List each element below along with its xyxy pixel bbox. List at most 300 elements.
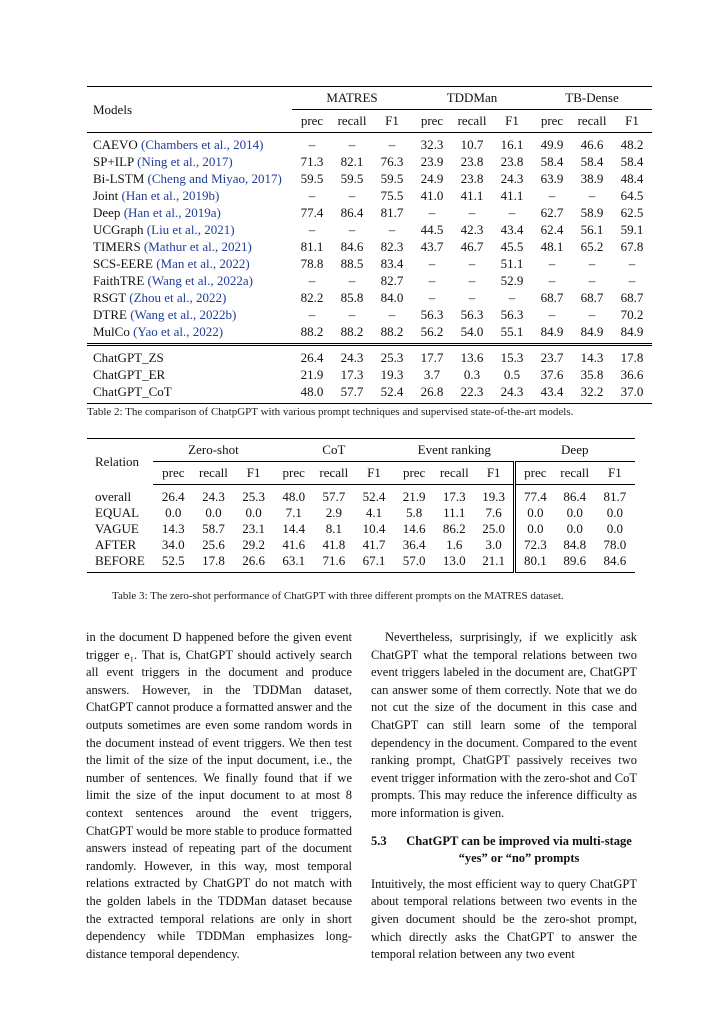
value-cell: 7.6 (485, 505, 502, 520)
group-matres: MATRES (292, 87, 412, 110)
value-cell: 4.1 (365, 505, 383, 520)
value-cell: 42.3 (460, 221, 484, 237)
right-paragraph-1: Nevertheless, surprisingly, if we explicitly ask ChatGPT what the temporal relations between two event triggers labeled in the document are, ChatGPT can answer some of them correctly. Note that we do not cut the size of the document in this case and ChatGPT can still learn some of the temporal dependency in the document. Compared to the event ranking prompt, ChatGPT passively receives two event trigger information with the zero-shot and CoT prompts. This may reduce the inference difficulty as more information is given. (371, 630, 637, 820)
model-citation: (Mathur et al., 2021) (143, 238, 252, 254)
model-cell (87, 289, 292, 306)
table-row (87, 153, 652, 170)
value-cell: 68.7 (580, 289, 604, 305)
table-row (87, 485, 635, 506)
value-cell: 58.7 (202, 521, 225, 536)
model-cell (87, 170, 292, 187)
value-cell: 0.0 (515, 505, 555, 521)
metric-header-prec: prec (153, 462, 193, 485)
value-cell: 86.4 (340, 204, 364, 220)
value-cell: 81.7 (603, 489, 627, 504)
value-cell: 0.0 (606, 521, 624, 536)
value-cell: 84.6 (340, 238, 364, 254)
value-cell: 84.9 (580, 323, 604, 339)
value-cell: 0.0 (245, 505, 262, 520)
value-cell: – (588, 272, 596, 288)
value-cell: – (348, 306, 356, 322)
right-paragraph-2: Intuitively, the most efficient way to query ChatGPT about temporal relations between two events in the given document should be the zero-shot prompt, which directly asks the ChatGPT to answer the temporal relation between any two event (371, 876, 637, 962)
metric-header-recall: recall (434, 462, 474, 485)
relation-header: Relation (87, 439, 153, 485)
table-row (87, 187, 652, 204)
value-cell: 23.8 (460, 153, 484, 169)
value-cell: – (308, 272, 316, 288)
value-cell: 26.6 (234, 553, 274, 573)
model-name: Deep (93, 204, 121, 220)
metric-header-recall: recall (572, 110, 612, 133)
value-cell: 0.0 (606, 505, 624, 520)
value-cell: 24.3 (500, 170, 524, 186)
model-name: ChatGPT_ZS (87, 345, 292, 367)
value-cell: 48.0 (292, 383, 332, 404)
value-cell: 59.5 (300, 170, 324, 186)
model-name: Joint (93, 187, 119, 203)
metric-header-F1: F1 (474, 462, 514, 485)
table-row (87, 553, 635, 573)
metric-header-F1: F1 (372, 110, 412, 133)
model-cell (87, 306, 292, 323)
value-cell: 80.1 (515, 553, 555, 573)
value-cell: 0.3 (463, 366, 481, 382)
value-cell: – (548, 187, 556, 203)
value-cell: 88.5 (340, 255, 364, 271)
section-number: 5.3 (371, 833, 387, 848)
value-cell: 13.0 (434, 553, 474, 573)
value-cell: 24.3 (332, 345, 372, 367)
group-tbdense: TB-Dense (532, 87, 652, 110)
value-cell: 8.1 (325, 521, 342, 536)
table-row (87, 133, 652, 154)
value-cell: 58.9 (580, 204, 604, 220)
value-cell: 41.1 (500, 187, 524, 203)
value-cell: 21.1 (474, 553, 514, 573)
value-cell: 23.8 (460, 170, 484, 186)
model-name: Bi-LSTM (93, 170, 145, 186)
value-cell: 23.1 (242, 521, 265, 536)
value-cell: 54.0 (460, 323, 484, 339)
value-cell: 43.4 (532, 383, 572, 404)
value-cell: 24.3 (492, 383, 532, 404)
value-cell: – (388, 136, 396, 152)
value-cell: 5.8 (406, 505, 423, 520)
value-cell: 85.8 (340, 289, 364, 305)
value-cell: – (468, 255, 476, 271)
table-2-caption: Table 2: The comparison of ChatpGPT with various prompt techniques and supervised state-of-the-art models. (87, 406, 574, 418)
value-cell: 45.5 (500, 238, 524, 254)
value-cell: 25.0 (482, 521, 506, 536)
table-row (87, 521, 635, 537)
table-3 (87, 438, 635, 573)
value-cell: 82.2 (300, 289, 324, 305)
value-cell: 84.9 (620, 323, 644, 339)
value-cell: – (628, 272, 636, 288)
value-cell: 26.8 (412, 383, 452, 404)
metric-header-prec: prec (274, 462, 314, 485)
table-row (87, 289, 652, 306)
value-cell: – (468, 289, 476, 305)
model-cell (87, 133, 292, 154)
relation-name: BEFORE (87, 553, 153, 573)
value-cell: 36.4 (402, 537, 426, 552)
metric-header-recall: recall (555, 462, 595, 485)
model-citation: (Ning et al., 2017) (137, 153, 233, 169)
value-cell: 88.2 (340, 323, 364, 339)
value-cell: 62.5 (620, 204, 644, 220)
value-cell: 68.7 (620, 289, 644, 305)
metric-header-prec: prec (412, 110, 452, 133)
value-cell: 17.7 (412, 345, 452, 367)
value-cell: 51.1 (500, 255, 524, 271)
value-cell: 13.6 (452, 345, 492, 367)
value-cell: 36.6 (620, 366, 644, 382)
value-cell: 7.1 (285, 505, 302, 520)
value-cell: 14.4 (282, 521, 306, 536)
model-name: TIMERS (93, 238, 141, 254)
relation-name: EQUAL (95, 505, 140, 520)
model-name: SP+ILP (93, 153, 134, 169)
value-cell: – (308, 221, 316, 237)
value-cell: 84.9 (540, 323, 564, 339)
table-row (87, 255, 652, 272)
table-row (87, 505, 635, 521)
metric-header-F1: F1 (234, 462, 274, 485)
value-cell: 56.3 (420, 306, 444, 322)
value-cell: – (388, 306, 396, 322)
value-cell: 57.7 (332, 383, 372, 404)
value-cell: 48.1 (540, 238, 564, 254)
value-cell: 81.1 (300, 238, 324, 254)
value-cell: – (428, 204, 436, 220)
value-cell: 56.1 (580, 221, 604, 237)
model-citation: (Wang et al., 2022b) (130, 306, 237, 322)
model-name: DTRE (93, 306, 127, 322)
value-cell: 11.1 (443, 505, 466, 520)
table-row (87, 345, 652, 367)
relation-name: overall (95, 488, 132, 504)
model-citation: (Zhou et al., 2022) (129, 289, 227, 305)
value-cell: – (588, 255, 596, 271)
table-row (87, 323, 652, 345)
model-name: SCS-EERE (93, 255, 153, 271)
value-cell: 25.3 (242, 489, 265, 504)
table-row (87, 170, 652, 187)
value-cell: 75.5 (380, 187, 404, 203)
value-cell: 41.6 (282, 537, 306, 552)
value-cell: 56.2 (420, 323, 444, 339)
value-cell: 57.7 (322, 489, 346, 504)
value-cell: – (588, 187, 596, 203)
value-cell: 14.6 (402, 521, 426, 536)
table-row (87, 537, 635, 553)
model-cell (87, 323, 292, 345)
model-name: RSGT (93, 289, 126, 305)
table-3-caption: Table 3: The zero-shot performance of ChatGPT with three different prompts on the MATRES dataset. (112, 590, 564, 602)
value-cell: 48.0 (282, 489, 306, 504)
relation-name: VAGUE (95, 521, 139, 536)
value-cell: 24.9 (420, 170, 444, 186)
value-cell: 3.7 (423, 366, 441, 382)
value-cell: – (388, 221, 396, 237)
metric-header-prec: prec (292, 110, 332, 133)
value-cell: 88.2 (300, 323, 324, 339)
value-cell: 81.7 (380, 204, 404, 220)
value-cell: 59.5 (340, 170, 364, 186)
value-cell: – (508, 289, 516, 305)
model-cell (87, 204, 292, 221)
value-cell: 52.9 (500, 272, 524, 288)
value-cell: 32.3 (420, 136, 444, 152)
value-cell: 26.4 (161, 489, 185, 504)
model-citation: (Chambers et al., 2014) (141, 136, 264, 152)
value-cell: 83.4 (380, 255, 404, 271)
value-cell: – (548, 255, 556, 271)
value-cell: 58.4 (620, 153, 644, 169)
value-cell: 0.0 (205, 505, 222, 520)
value-cell: – (348, 221, 356, 237)
value-cell: – (308, 187, 316, 203)
metric-header-F1: F1 (354, 462, 394, 485)
metric-header-recall: recall (452, 110, 492, 133)
value-cell: 26.4 (292, 345, 332, 367)
value-cell: 55.1 (500, 323, 524, 339)
value-cell: 41.8 (322, 537, 346, 552)
value-cell: 64.5 (620, 187, 644, 203)
value-cell: 63.9 (540, 170, 564, 186)
value-cell: – (588, 306, 596, 322)
model-citation: (Liu et al., 2021) (146, 221, 235, 237)
value-cell: 41.7 (362, 537, 386, 552)
value-cell: 62.7 (540, 204, 564, 220)
value-cell: 71.6 (314, 553, 354, 573)
value-cell: 88.2 (380, 323, 404, 339)
group-event-ranking: Event ranking (394, 439, 514, 462)
section-title: ChatGPT can be improved via multi-stage “yes” or “no” prompts (406, 833, 632, 866)
value-cell: 41.1 (460, 187, 484, 203)
value-cell: 0.0 (566, 505, 583, 520)
value-cell: 68.7 (540, 289, 564, 305)
model-citation: (Han et al., 2019a) (123, 204, 221, 220)
model-cell (87, 272, 292, 289)
value-cell: – (468, 204, 476, 220)
value-cell: 25.3 (372, 345, 412, 367)
table-row (87, 204, 652, 221)
value-cell: 77.4 (300, 204, 324, 220)
value-cell: – (508, 204, 516, 220)
value-cell: 67.1 (354, 553, 394, 573)
value-cell: 0.0 (515, 521, 555, 537)
table-row (87, 272, 652, 289)
value-cell: 72.3 (515, 537, 555, 553)
value-cell: 14.3 (572, 345, 612, 367)
group-tddman: TDDMan (412, 87, 532, 110)
metric-header-recall: recall (314, 462, 354, 485)
right-column (371, 629, 637, 964)
value-cell: 22.3 (452, 383, 492, 404)
value-cell: 0.0 (566, 521, 583, 536)
value-cell: 17.3 (442, 489, 466, 504)
value-cell: 17.8 (612, 345, 652, 367)
table-2 (87, 86, 652, 404)
model-cell (87, 255, 292, 272)
value-cell: 67.8 (620, 238, 644, 254)
value-cell: 78.0 (603, 537, 627, 552)
metric-header-recall: recall (332, 110, 372, 133)
model-citation: (Cheng and Miyao, 2017) (147, 170, 282, 186)
value-cell: 25.6 (202, 537, 225, 552)
value-cell: – (348, 187, 356, 203)
value-cell: 29.2 (242, 537, 265, 552)
metric-header-F1: F1 (612, 110, 652, 133)
value-cell: 71.3 (300, 153, 324, 169)
value-cell: 84.0 (380, 289, 404, 305)
value-cell: 62.4 (540, 221, 564, 237)
value-cell: 65.2 (580, 238, 604, 254)
value-cell: 82.1 (340, 153, 364, 169)
table-row (87, 306, 652, 323)
metric-header-F1: F1 (595, 462, 635, 485)
model-name: ChatGPT_CoT (87, 383, 292, 404)
value-cell: 49.9 (540, 136, 564, 152)
value-cell: 23.9 (420, 153, 444, 169)
value-cell: – (308, 306, 316, 322)
group-cot: CoT (274, 439, 394, 462)
value-cell: 58.4 (540, 153, 564, 169)
value-cell: 3.0 (485, 537, 502, 552)
value-cell: – (348, 272, 356, 288)
value-cell: 23.8 (500, 153, 524, 169)
value-cell: – (428, 289, 436, 305)
value-cell: 14.3 (161, 521, 185, 536)
model-citation: (Yao et al., 2022) (133, 323, 224, 339)
value-cell: 56.3 (460, 306, 484, 322)
section-heading (371, 833, 637, 868)
value-cell: – (428, 272, 436, 288)
value-cell: 76.3 (380, 153, 404, 169)
value-cell: 17.3 (340, 366, 364, 382)
value-cell: 34.0 (161, 537, 185, 552)
value-cell: 48.2 (620, 136, 644, 152)
table-row (87, 366, 652, 383)
value-cell: 59.5 (380, 170, 404, 186)
value-cell: – (428, 255, 436, 271)
model-cell (87, 153, 292, 170)
value-cell: 35.8 (580, 366, 604, 382)
left-column (86, 629, 352, 963)
value-cell: 21.9 (300, 366, 324, 382)
table-row (87, 221, 652, 238)
value-cell: 86.2 (442, 521, 466, 536)
value-cell: 78.8 (300, 255, 324, 271)
value-cell: 0.0 (165, 505, 182, 520)
value-cell: 10.4 (362, 521, 386, 536)
value-cell: 82.3 (380, 238, 404, 254)
value-cell: 86.4 (563, 489, 587, 504)
value-cell: 63.1 (274, 553, 314, 573)
value-cell: – (308, 136, 316, 152)
value-cell: 15.3 (492, 345, 532, 367)
group-deep: Deep (515, 439, 636, 462)
value-cell: 37.6 (540, 366, 564, 382)
value-cell: 37.0 (612, 383, 652, 404)
value-cell: 82.7 (380, 272, 404, 288)
value-cell: 17.8 (193, 553, 233, 573)
model-cell (87, 221, 292, 238)
model-name: ChatGPT_ER (93, 366, 166, 382)
model-name: CAEVO (93, 136, 138, 152)
model-cell (87, 238, 292, 255)
value-cell: 46.7 (460, 238, 484, 254)
value-cell: 59.1 (620, 221, 644, 237)
value-cell: 56.3 (500, 306, 524, 322)
value-cell: 2.9 (325, 505, 342, 520)
value-cell: 10.7 (460, 136, 484, 152)
model-citation: (Wang et al., 2022a) (147, 272, 253, 288)
table-row (87, 238, 652, 255)
value-cell: 43.4 (500, 221, 524, 237)
value-cell: 23.7 (532, 345, 572, 367)
value-cell: 77.4 (515, 485, 555, 506)
value-cell: 21.9 (402, 489, 426, 504)
value-cell: – (348, 136, 356, 152)
model-name: UCGraph (93, 221, 144, 237)
metric-header-prec: prec (394, 462, 434, 485)
value-cell: 1.6 (446, 537, 463, 552)
value-cell: – (548, 272, 556, 288)
model-name: FaithTRE (93, 272, 145, 288)
value-cell: 52.4 (362, 489, 386, 504)
value-cell: 38.9 (580, 170, 604, 186)
value-cell: 43.7 (420, 238, 444, 254)
metric-header-prec: prec (515, 462, 555, 485)
value-cell: 58.4 (580, 153, 604, 169)
model-name: MulCo (93, 323, 130, 339)
value-cell: 19.3 (380, 366, 404, 382)
model-citation: (Han et al., 2019b) (121, 187, 220, 203)
value-cell: 48.4 (620, 170, 644, 186)
value-cell: 52.5 (153, 553, 193, 573)
metric-header-F1: F1 (492, 110, 532, 133)
value-cell: 24.3 (202, 489, 225, 504)
value-cell: 0.5 (503, 366, 521, 382)
value-cell: 52.4 (372, 383, 412, 404)
left-paragraph-1: in the document D happened before the given event trigger e₁. That is, ChatGPT should actively search all event triggers in the document and produce answers. However, in the TDDMan dataset, ChatGPT cannot produce a formatted answer and the outputs sometimes are even some random words in the document instead of event triggers. We then test the limit of the size of the input document, i.e., the number of sentences. We finally found that if we limit the size of the input document to at most 8 context sentences around the event triggers, ChatGPT would be more stable to produce formatted answers instead of repeating part of the document randomly. However, in this way, most temporal relations extracted by ChatGPT do not match with the golden labels in the TDDMan dataset because the extracted temporal relations are only in short dependency while TDDMan emphasizes long-distance temporal dependency. (86, 630, 352, 961)
value-cell: 46.6 (580, 136, 604, 152)
value-cell: 84.6 (595, 553, 635, 573)
value-cell: 41.0 (420, 187, 444, 203)
model-cell (87, 187, 292, 204)
value-cell: – (548, 306, 556, 322)
value-cell: 32.2 (572, 383, 612, 404)
model-citation: (Man et al., 2022) (156, 255, 250, 271)
metric-header-recall: recall (193, 462, 233, 485)
value-cell: 57.0 (394, 553, 434, 573)
value-cell: 89.6 (555, 553, 595, 573)
value-cell: – (628, 255, 636, 271)
models-header: Models (87, 87, 292, 133)
value-cell: 70.2 (620, 306, 644, 322)
value-cell: 84.8 (563, 537, 587, 552)
metric-header-prec: prec (532, 110, 572, 133)
value-cell: 16.1 (500, 136, 524, 152)
value-cell: 19.3 (482, 489, 506, 504)
table-row (87, 383, 652, 404)
relation-name: AFTER (95, 537, 137, 552)
group-zero-shot: Zero-shot (153, 439, 273, 462)
value-cell: 44.5 (420, 221, 444, 237)
